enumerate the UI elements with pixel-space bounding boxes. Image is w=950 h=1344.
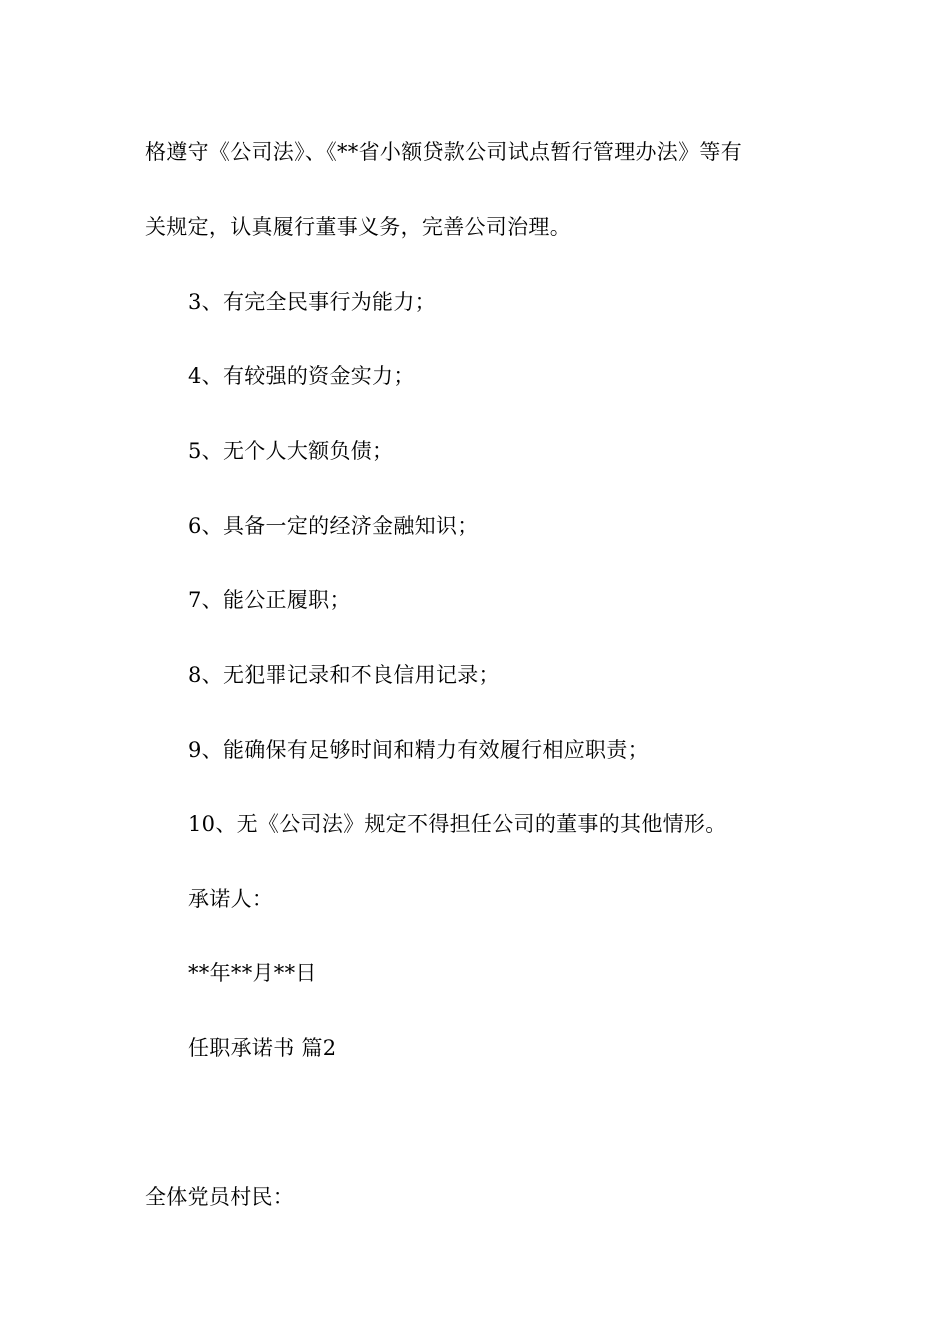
section-heading: 任职承诺书 篇2 <box>188 1036 337 1060</box>
list-item-3: 3、有完全民事行为能力； <box>188 290 436 314</box>
list-item-8: 8、无犯罪记录和不良信用记录； <box>188 663 500 687</box>
list-item-6: 6、具备一定的经济金融知识； <box>188 514 479 538</box>
paragraph-line-continuation-2: 关规定，认真履行董事义务，完善公司治理。 <box>145 215 571 239</box>
list-item-10: 10、无《公司法》规定不得担任公司的董事的其他情形。 <box>188 812 727 836</box>
list-item-9: 9、能确保有足够时间和精力有效履行相应职责； <box>188 738 649 762</box>
list-item-4: 4、有较强的资金实力； <box>188 364 415 388</box>
salutation: 全体党员村民： <box>145 1185 295 1209</box>
paragraph-line-continuation-1: 格遵守《公司法》、《**省小额贷款公司试点暂行管理办法》等有 <box>145 140 742 164</box>
date-line: **年**月**日 <box>188 961 317 985</box>
list-item-5: 5、无个人大额负债； <box>188 439 394 463</box>
list-item-7: 7、能公正履职； <box>188 588 351 612</box>
promisor-label: 承诺人： <box>188 887 274 911</box>
